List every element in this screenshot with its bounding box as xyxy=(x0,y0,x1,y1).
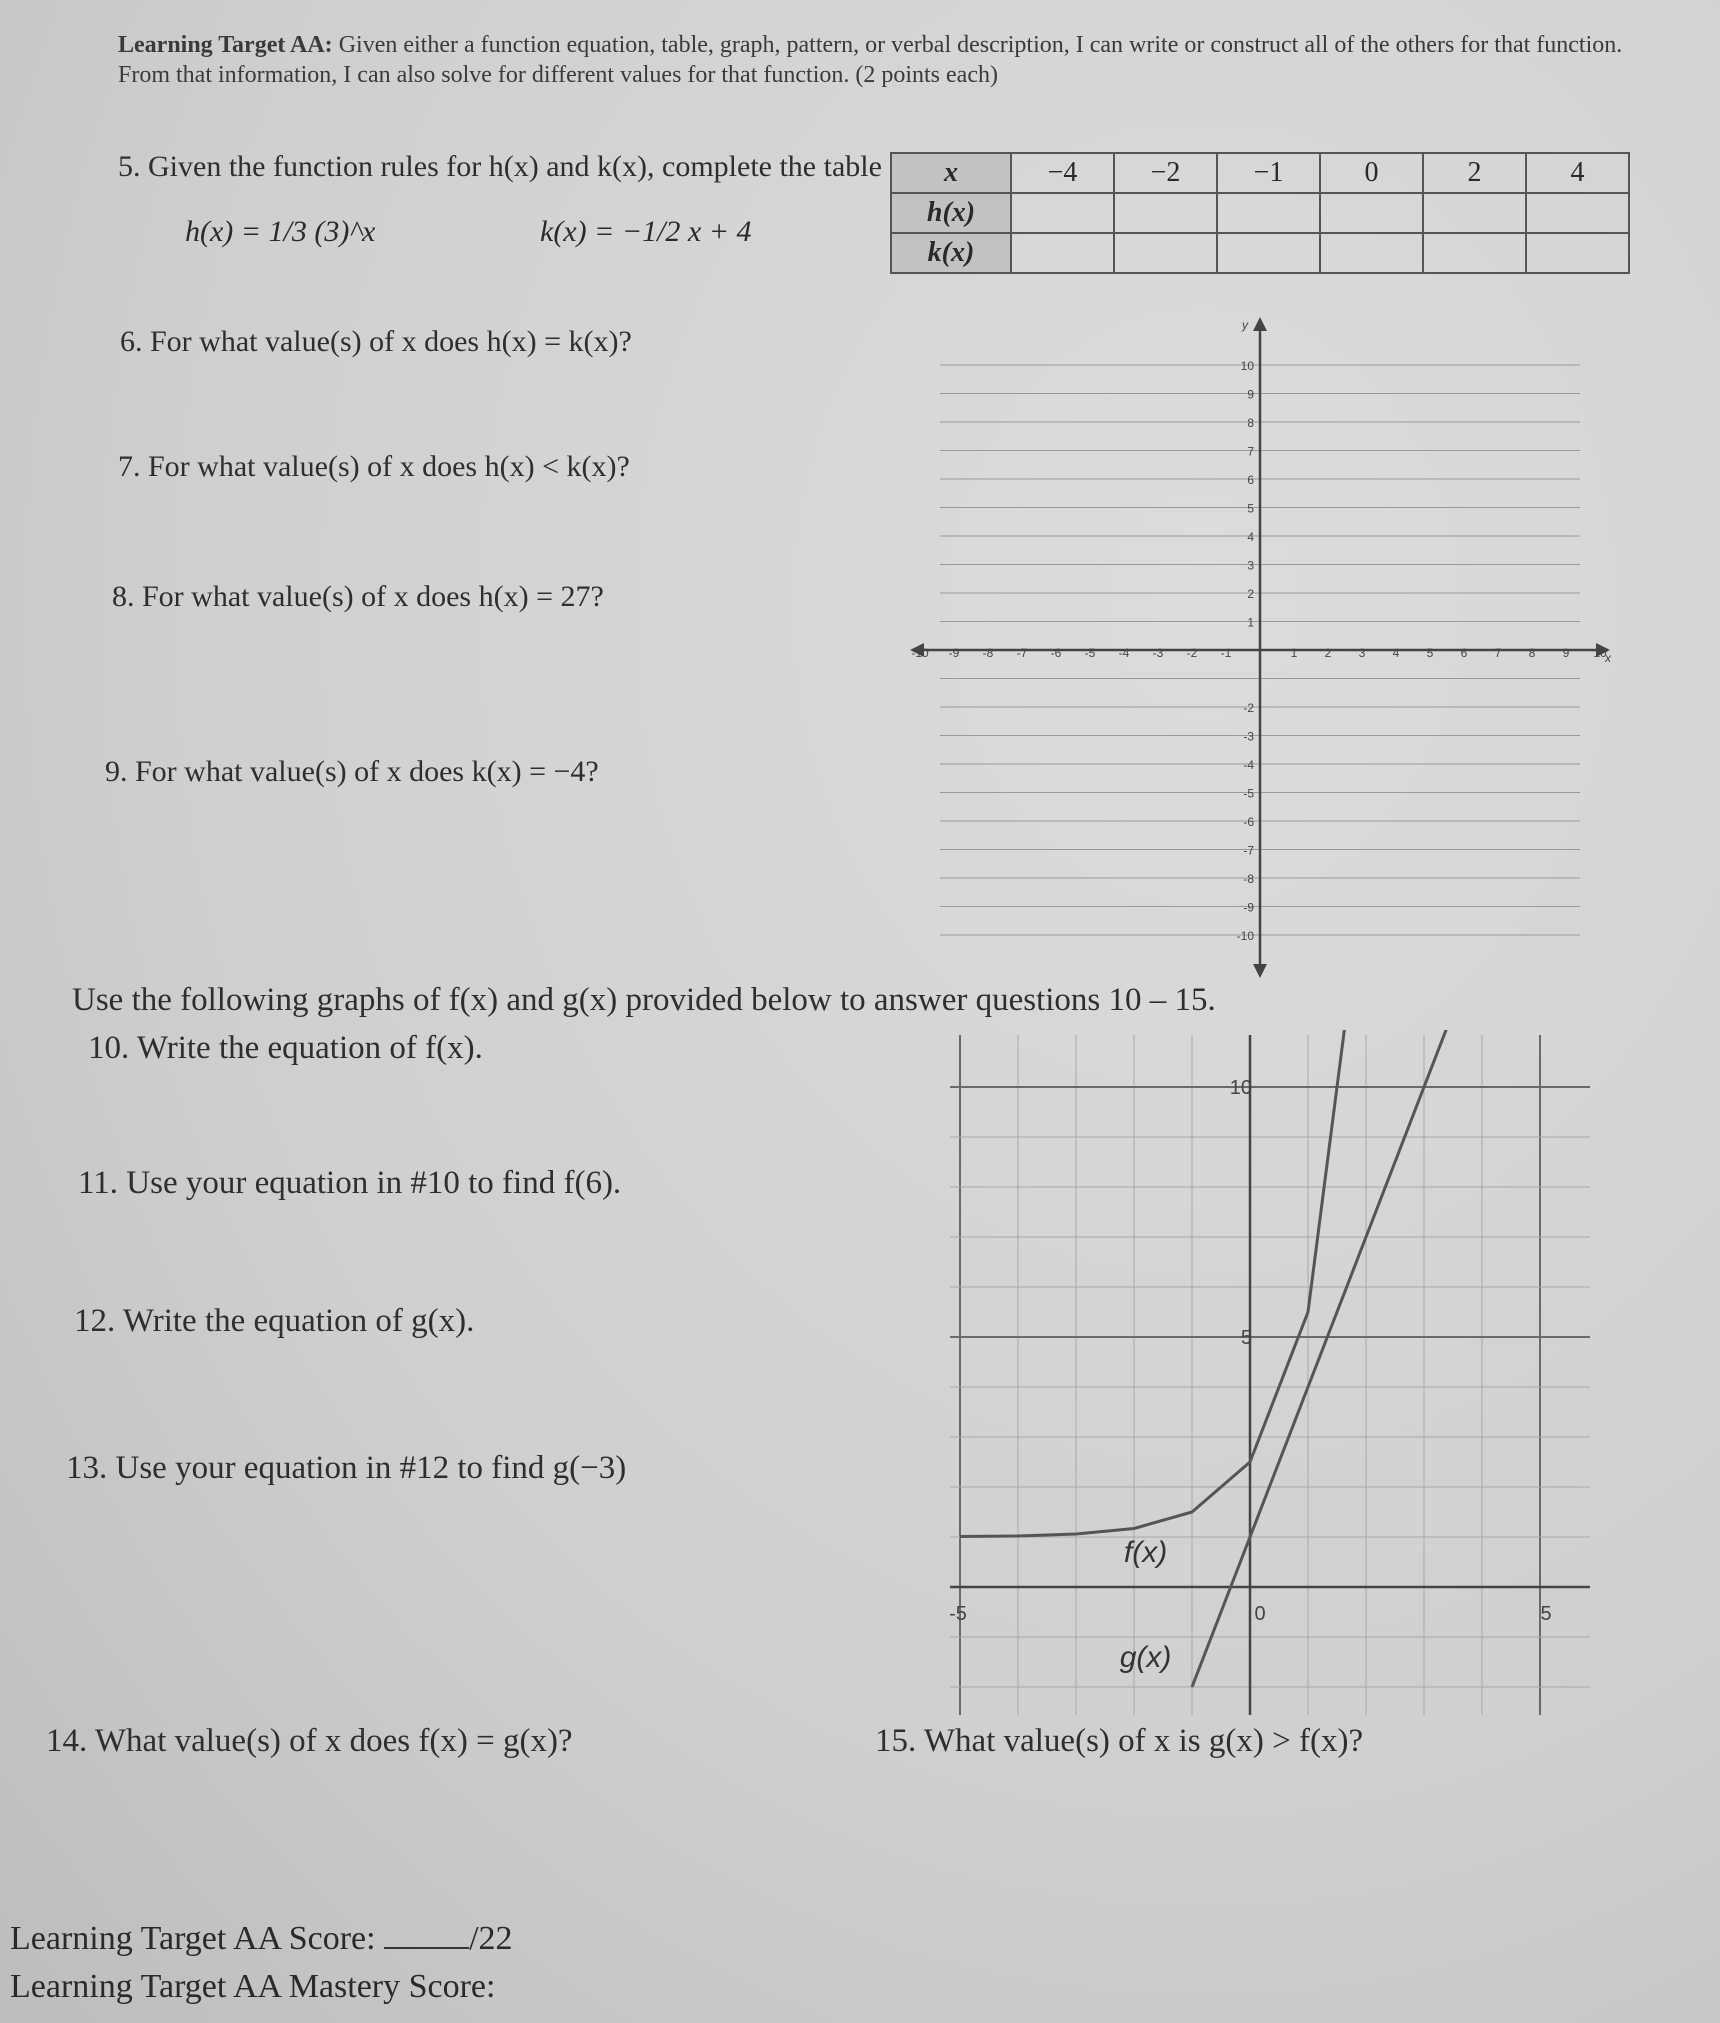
question-12: 12. Write the equation of g(x). xyxy=(74,1303,475,1339)
learning-target-intro xyxy=(118,30,1638,90)
question-15: 15. What value(s) of x is g(x) > f(x)? xyxy=(875,1723,1364,1759)
x-tick-label: 1 xyxy=(1290,646,1298,660)
y-tick-label: -8 xyxy=(1243,872,1254,886)
y-tick-label: -6 xyxy=(1243,815,1254,829)
table-cell-x: −4 xyxy=(1011,153,1114,193)
table-cell-x: 2 xyxy=(1423,153,1526,193)
x-tick-label: -2 xyxy=(1186,646,1198,660)
x-tick-label: 3 xyxy=(1358,646,1366,660)
table-header-x: x xyxy=(891,153,1011,193)
x-tick-label: -5 xyxy=(1084,646,1096,660)
x-tick-label: -4 xyxy=(1118,646,1130,660)
y-tick-label: -7 xyxy=(1243,843,1254,858)
table-header-k: k(x) xyxy=(891,233,1011,273)
coordinate-grid xyxy=(905,315,1615,980)
y-tick-label: -3 xyxy=(1243,729,1254,744)
question-9: 9. For what value(s) of x does k(x) = −4? xyxy=(105,755,599,788)
y-tick-label: -2 xyxy=(1243,701,1254,715)
x-tick-label: 6 xyxy=(1460,646,1468,660)
table-cell-x: 0 xyxy=(1320,153,1423,193)
g-label: g(x) xyxy=(1119,1641,1172,1674)
y-axis-label: y xyxy=(1242,318,1248,332)
x-tick-label: -6 xyxy=(1050,646,1062,660)
question-10: 10. Write the equation of f(x). xyxy=(88,1030,483,1066)
x-tick-label: 0 xyxy=(1254,1603,1266,1625)
f-label: f(x) xyxy=(1123,1536,1168,1569)
x-tick-label: 5 xyxy=(1426,646,1434,660)
question-13: 13. Use your equation in #12 to find g(−3) xyxy=(66,1450,627,1486)
x-tick-label: -9 xyxy=(948,646,960,660)
table-cell-x: 4 xyxy=(1526,153,1629,193)
x-tick-label: 10 xyxy=(1593,646,1607,660)
y-tick-label: 3 xyxy=(1247,558,1254,573)
y-tick-label: 1 xyxy=(1247,615,1254,630)
table-header-h: h(x) xyxy=(891,193,1011,233)
y-tick-label: 10 xyxy=(1229,1077,1252,1099)
y-tick-label: 9 xyxy=(1247,387,1254,402)
x-tick-label: -1 xyxy=(1220,646,1232,660)
table-cell-blank[interactable] xyxy=(1217,193,1320,233)
x-tick-label: 9 xyxy=(1562,646,1570,660)
y-tick-label: 4 xyxy=(1247,530,1254,544)
value-table xyxy=(890,152,1630,274)
x-tick-label: 8 xyxy=(1528,646,1536,660)
x-tick-label: 2 xyxy=(1324,646,1332,660)
table-cell-blank[interactable] xyxy=(1423,233,1526,273)
x-tick-label: 5 xyxy=(1540,1603,1552,1625)
table-cell-blank[interactable] xyxy=(1423,193,1526,233)
table-row-h xyxy=(891,193,1629,233)
y-tick-label: 10 xyxy=(1240,359,1254,373)
table-cell-blank[interactable] xyxy=(1114,233,1217,273)
y-tick-label: 2 xyxy=(1247,587,1254,601)
table-cell-blank[interactable] xyxy=(1011,233,1114,273)
y-tick-label: -10 xyxy=(1236,929,1254,943)
mastery-score-label: Learning Target AA Mastery Score: xyxy=(10,1968,496,2005)
y-tick-label: 6 xyxy=(1247,473,1254,487)
table-row-x xyxy=(891,153,1629,193)
x-tick-label: 7 xyxy=(1494,646,1502,660)
x-tick-label: 4 xyxy=(1392,646,1400,660)
question-8: 8. For what value(s) of x does h(x) = 27? xyxy=(112,580,604,613)
x-tick-label: -5 xyxy=(949,1603,967,1625)
y-tick-label: 5 xyxy=(1247,501,1254,516)
y-tick-label: -5 xyxy=(1243,786,1254,801)
table-cell-blank[interactable] xyxy=(1320,193,1423,233)
question-5: 5. Given the function rules for h(x) and k(x), complete the table xyxy=(118,150,882,183)
score-total: /22 xyxy=(469,1920,513,1957)
table-cell-blank[interactable] xyxy=(1526,233,1629,273)
score-blank[interactable] xyxy=(384,1923,469,1949)
question-7: 7. For what value(s) of x does h(x) < k(x)? xyxy=(118,450,630,483)
question-6: 6. For what value(s) of x does h(x) = k(x)? xyxy=(120,325,632,358)
table-cell-blank[interactable] xyxy=(1526,193,1629,233)
y-axis-arrow-up xyxy=(1253,317,1267,331)
x-axis-label: x xyxy=(1605,651,1611,665)
table-cell-x: −1 xyxy=(1217,153,1320,193)
y-tick-label: 7 xyxy=(1247,444,1254,459)
table-cell-blank[interactable] xyxy=(1217,233,1320,273)
h-function-rule: h(x) = 1/3 (3)^x xyxy=(185,215,376,248)
graph-instruction: Use the following graphs of f(x) and g(x) provided below to answer questions 10 – 15. xyxy=(72,982,1216,1018)
score-line xyxy=(10,1920,513,1958)
y-axis-arrow-down xyxy=(1253,964,1267,978)
table-cell-blank[interactable] xyxy=(1011,193,1114,233)
x-tick-label: -8 xyxy=(982,646,994,660)
f-curve xyxy=(960,1030,1482,1537)
score-label: Learning Target AA Score: xyxy=(10,1920,376,1957)
x-tick-label: -10 xyxy=(911,646,929,660)
y-tick-label: 8 xyxy=(1247,416,1254,430)
y-tick-label: -9 xyxy=(1243,900,1254,915)
learning-target-text: Given either a function equation, table, graph, pattern, or verbal description, I can write or construct all of the others for that function. From that information, I can also solve for different values for that function. (2 points each) xyxy=(118,32,1623,88)
question-14: 14. What value(s) of x does f(x) = g(x)? xyxy=(46,1723,573,1759)
table-cell-blank[interactable] xyxy=(1114,193,1217,233)
question-11: 11. Use your equation in #10 to find f(6). xyxy=(78,1165,622,1201)
function-graph xyxy=(940,1030,1600,1720)
x-tick-label: -7 xyxy=(1016,646,1028,660)
table-cell-blank[interactable] xyxy=(1320,233,1423,273)
table-row-k xyxy=(891,233,1629,273)
x-tick-label: -3 xyxy=(1152,646,1164,660)
k-function-rule: k(x) = −1/2 x + 4 xyxy=(540,215,752,248)
y-tick-label: -4 xyxy=(1243,758,1254,772)
learning-target-label: Learning Target AA: xyxy=(118,32,333,58)
y-tick-label: 5 xyxy=(1240,1327,1252,1349)
table-cell-x: −2 xyxy=(1114,153,1217,193)
